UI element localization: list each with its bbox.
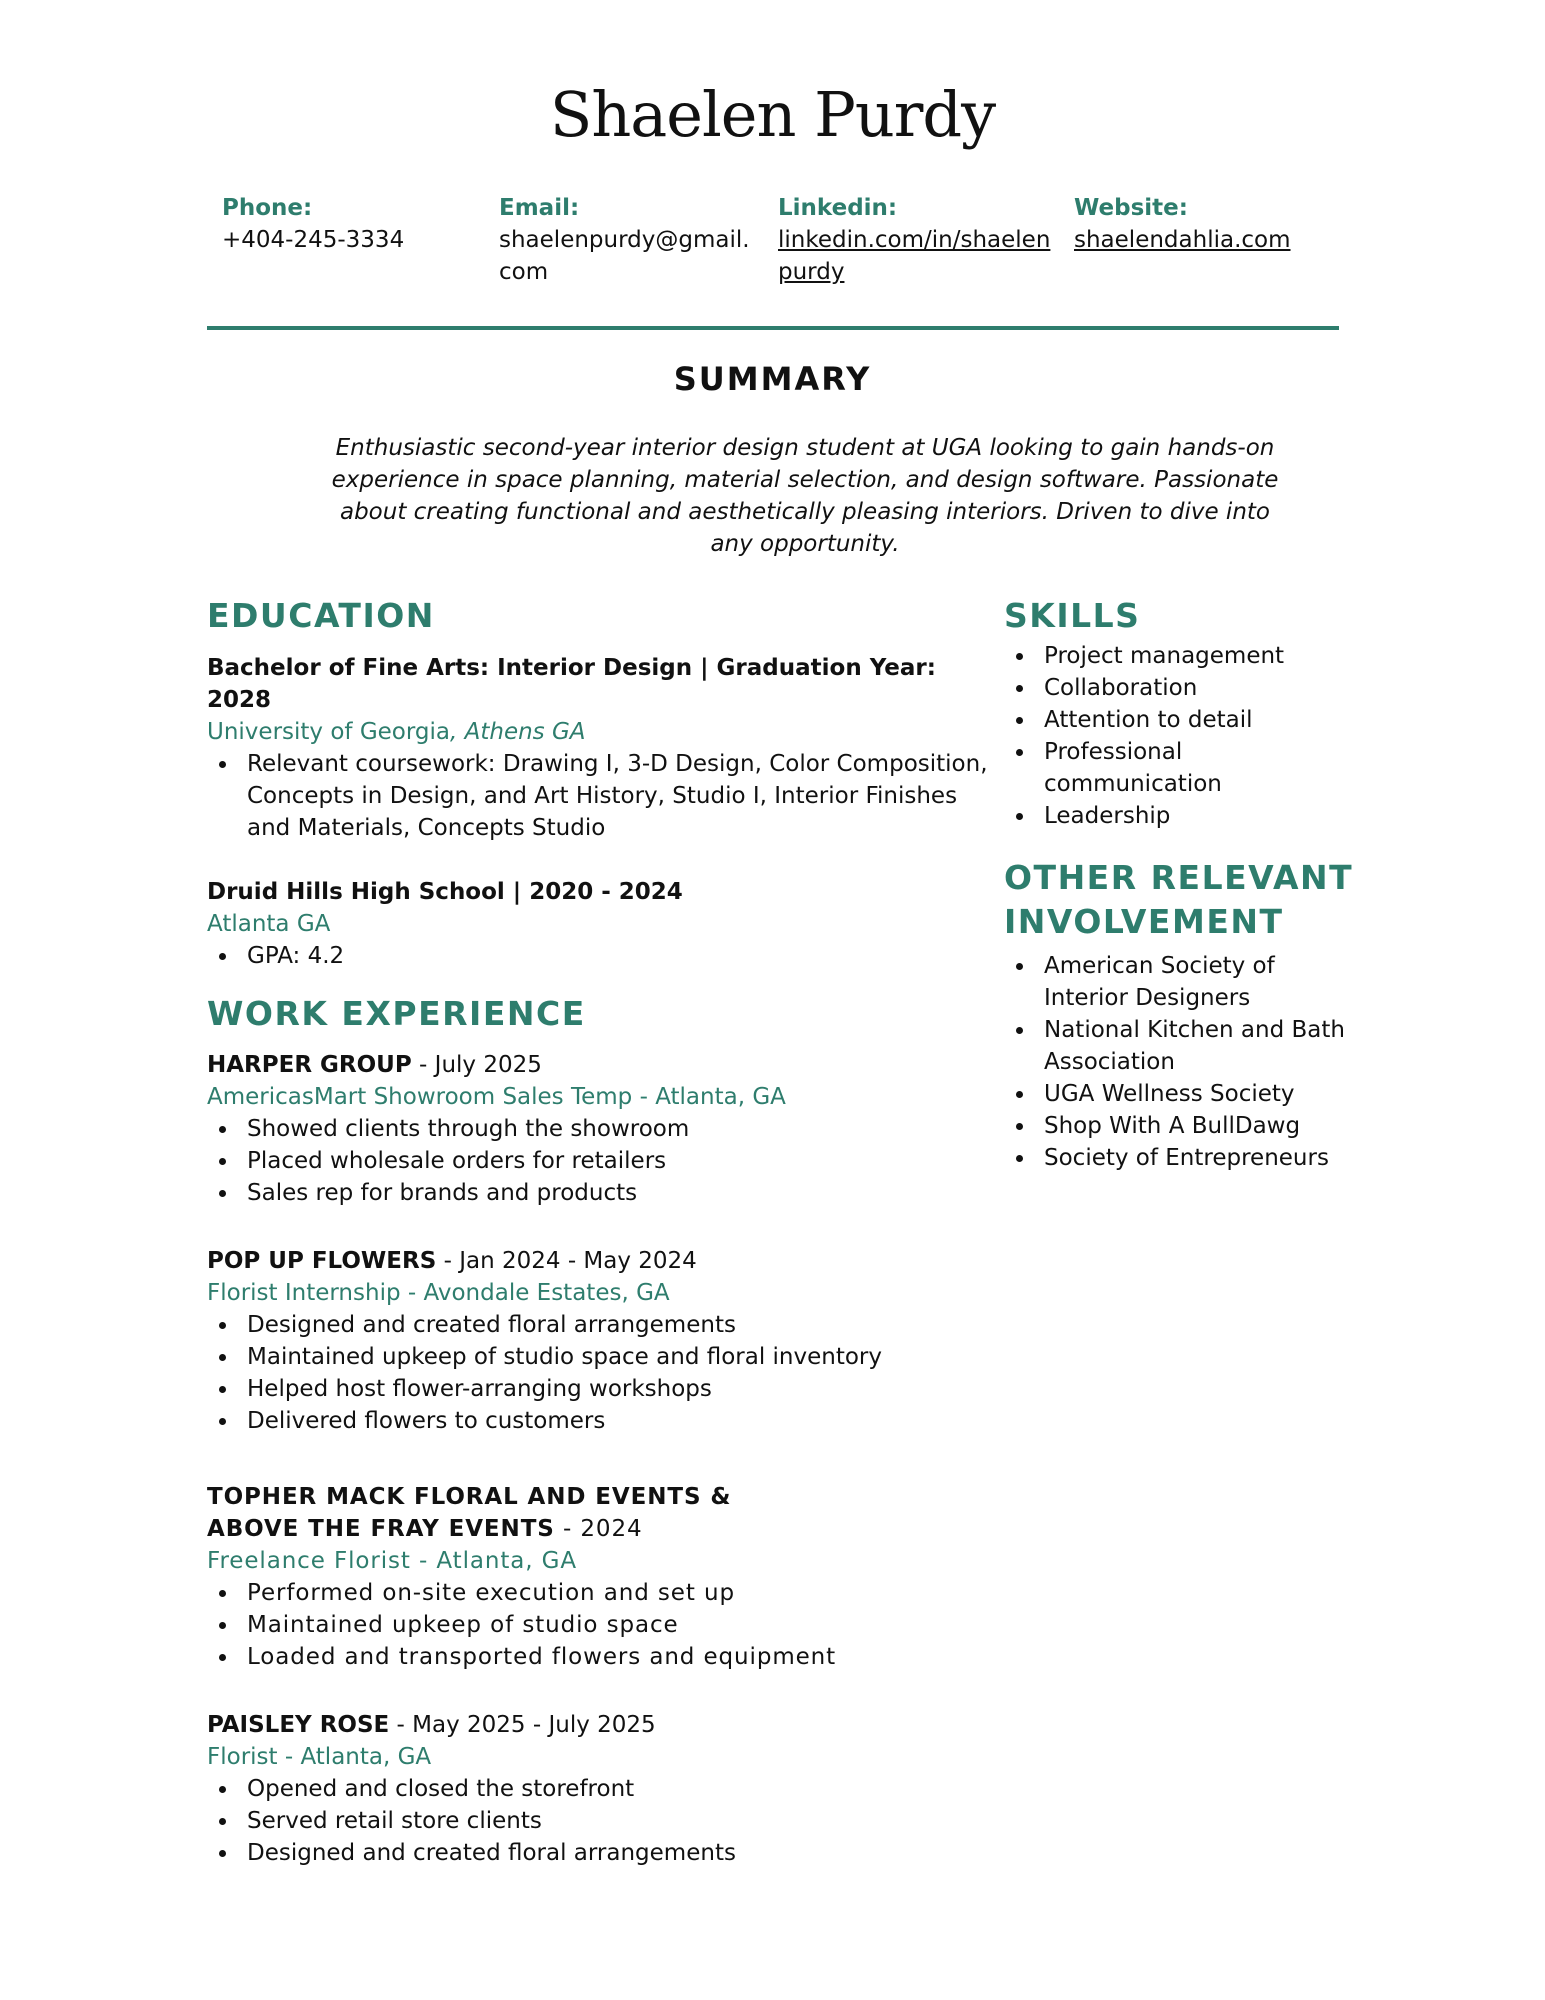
involvement-list — [1004, 950, 1364, 1174]
work-title — [207, 1049, 997, 1081]
list-item: Maintained upkeep of studio space and floral inventory — [207, 1341, 997, 1373]
education-entry — [207, 652, 997, 844]
company-name: ABOVE THE FRAY EVENTS — [207, 1516, 555, 1542]
work-date: - July 2025 — [411, 1052, 542, 1078]
list-item: UGA Wellness Society — [1004, 1078, 1364, 1110]
list-item: Opened and closed the storefront — [207, 1773, 997, 1805]
list-item: Loaded and transported flowers and equipment — [207, 1641, 997, 1673]
list-item: Designed and created floral arrangements — [207, 1309, 997, 1341]
list-item: Delivered flowers to customers — [207, 1405, 997, 1437]
work-date: - 2024 — [554, 1516, 643, 1542]
work-entry — [207, 1245, 997, 1437]
summary-heading: SUMMARY — [673, 360, 872, 398]
list-item: Attention to detail — [1004, 704, 1364, 736]
contact-linkedin — [778, 192, 1056, 288]
company-name: POP UP FLOWERS — [207, 1248, 437, 1274]
work-bullets — [207, 1773, 997, 1869]
list-item: GPA: 4.2 — [207, 940, 997, 972]
work-heading: WORK EXPERIENCE — [207, 994, 586, 1033]
skills-heading: SKILLS — [1004, 596, 1141, 635]
email-label: Email: — [499, 195, 580, 221]
work-role: Florist Internship - Avondale Estates, GA — [207, 1280, 670, 1306]
list-item: Showed clients through the showroom — [207, 1113, 997, 1145]
highschool-location: Atlanta GA — [207, 911, 331, 937]
list-item: Sales rep for brands and products — [207, 1177, 997, 1209]
work-bullets — [207, 1113, 997, 1209]
list-item: Placed wholesale orders for retailers — [207, 1145, 997, 1177]
education-heading: EDUCATION — [207, 596, 435, 635]
work-entry — [207, 1481, 997, 1673]
list-item: Professional communication — [1004, 736, 1364, 800]
linkedin-link-line1[interactable]: linkedin.com/in/shaelen — [778, 227, 1051, 253]
work-title — [207, 1709, 997, 1741]
list-item: American Society of Interior Designers — [1004, 950, 1364, 1014]
school-name — [207, 716, 997, 748]
involvement-heading-line1: OTHER RELEVANT — [1004, 858, 1354, 897]
list-item: Leadership — [1004, 800, 1364, 832]
list-item: Collaboration — [1004, 672, 1364, 704]
header-divider — [207, 326, 1339, 330]
right-column — [1004, 594, 1364, 1174]
school-location: , Athens GA — [450, 719, 586, 745]
involvement-heading-line2: INVOLVEMENT — [1004, 902, 1284, 941]
work-title-line1: TOPHER MACK FLORAL AND EVENTS & — [207, 1484, 732, 1510]
highschool-list — [207, 940, 997, 972]
contact-email — [499, 192, 759, 288]
work-bullets — [207, 1309, 997, 1437]
list-item: Society of Entrepreneurs — [1004, 1142, 1364, 1174]
candidate-name: Shaelen Purdy — [549, 78, 996, 151]
work-title-line2 — [207, 1513, 997, 1545]
work-title — [207, 1245, 997, 1277]
contact-website — [1074, 192, 1334, 256]
contact-phone — [222, 192, 482, 256]
company-name: HARPER GROUP — [207, 1052, 412, 1078]
linkedin-label: Linkedin: — [778, 195, 898, 221]
degree-title: Bachelor of Fine Arts: Interior Design | Graduation Year: 2028 — [207, 655, 936, 713]
list-item: Shop With A BullDawg — [1004, 1110, 1364, 1142]
list-item: Maintained upkeep of studio space — [207, 1609, 997, 1641]
highschool-title: Druid Hills High School | 2020 - 2024 — [207, 879, 683, 905]
work-role: Freelance Florist - Atlanta, GA — [207, 1548, 578, 1574]
list-item: Relevant coursework: Drawing I, 3-D Design, Color Composition, Concepts in Design, and Art History, Studio I, Interior Finishes and Materials, Concepts Studio — [207, 748, 997, 844]
work-date: - May 2025 - July 2025 — [389, 1712, 656, 1738]
email-value-line2: com — [499, 259, 549, 285]
email-value-line1: shaelenpurdy@gmail. — [499, 227, 750, 253]
left-column — [207, 594, 997, 1869]
work-role: AmericasMart Showroom Sales Temp - Atlanta, GA — [207, 1084, 786, 1110]
list-item: Designed and created floral arrangements — [207, 1837, 997, 1869]
website-label: Website: — [1074, 195, 1188, 221]
company-name: PAISLEY ROSE — [207, 1712, 390, 1738]
summary-text: Enthusiastic second-year interior design student at UGA looking to gain hands-on experience in space planning, material selection, and design software. Passionate about creating functional and aesthetically pleasing interiors. Driven to dive into any opportunity. — [331, 435, 1279, 557]
work-date: - Jan 2024 - May 2024 — [436, 1248, 697, 1274]
skills-list — [1004, 640, 1364, 832]
linkedin-link-line2[interactable]: purdy — [778, 259, 845, 285]
list-item: Served retail store clients — [207, 1805, 997, 1837]
list-item: Helped host flower-arranging workshops — [207, 1373, 997, 1405]
education-entry — [207, 876, 997, 972]
phone-value: +404-245-3334 — [222, 227, 405, 253]
list-item: Project management — [1004, 640, 1364, 672]
list-item: National Kitchen and Bath Association — [1004, 1014, 1364, 1078]
school-name-text: University of Georgia — [207, 719, 450, 745]
coursework-list — [207, 748, 997, 844]
website-link[interactable]: shaelendahlia.com — [1074, 227, 1291, 253]
work-bullets — [207, 1577, 997, 1673]
list-item: Performed on-site execution and set up — [207, 1577, 997, 1609]
phone-label: Phone: — [222, 195, 313, 221]
work-entry — [207, 1709, 997, 1869]
work-role: Florist - Atlanta, GA — [207, 1744, 432, 1770]
work-entry — [207, 1049, 997, 1209]
